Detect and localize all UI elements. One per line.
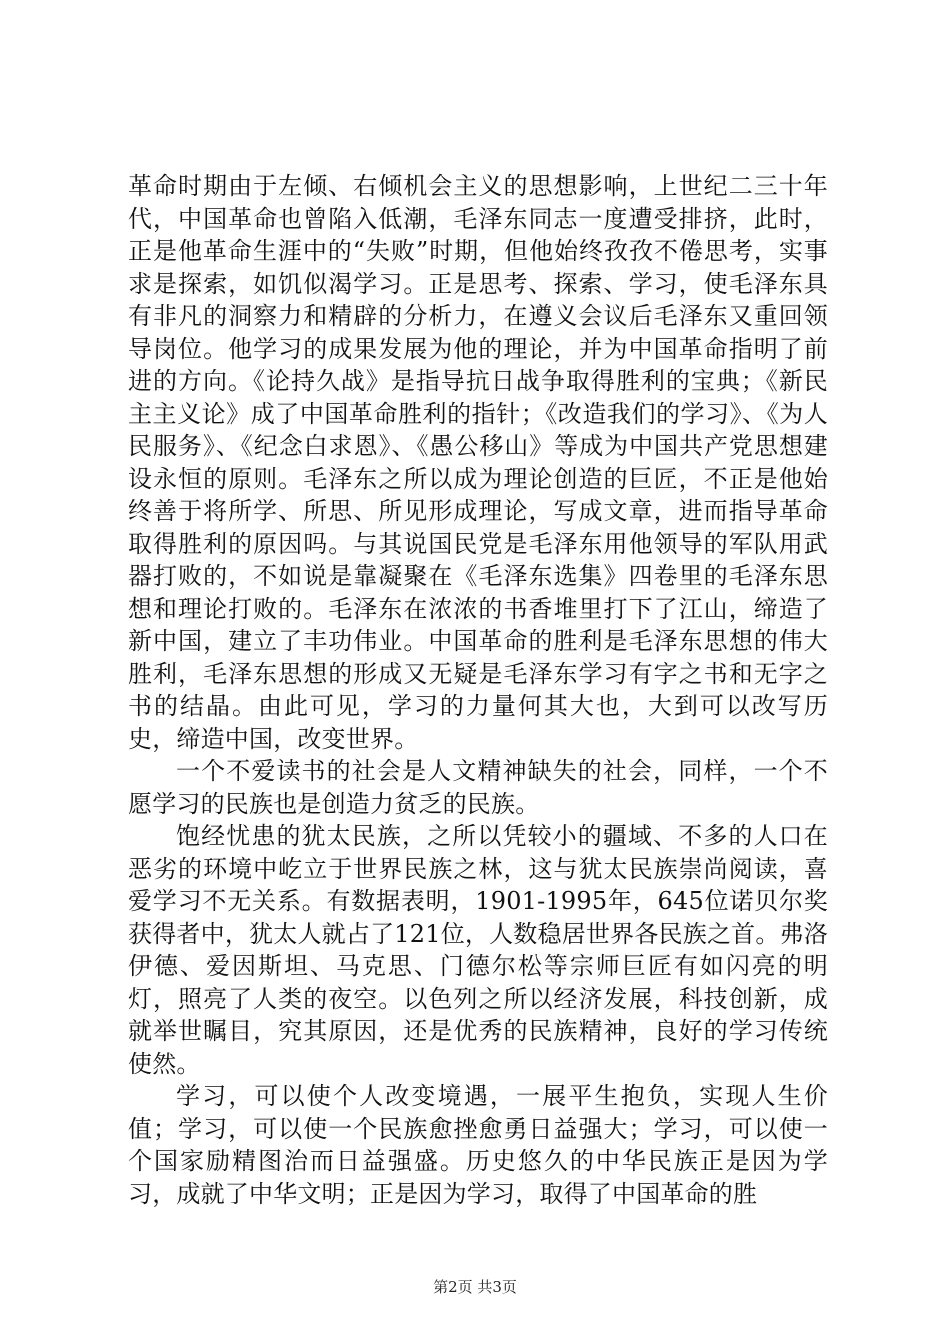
paragraph-reading-society: 一个不爱读书的社会是人文精神缺失的社会，同样，一个不愿学习的民族也是创造力贫乏的民族。	[128, 757, 828, 818]
paragraph-continuation: 革命时期由于左倾、右倾机会主义的思想影响，上世纪二三十年代，中国革命也曾陷入低潮，毛泽东同志一度遭受排挤，此时，正是他革命生涯中的“失败”时期，但他始终孜孜不倦思考，实事求是探索，如饥似渴学习。正是思考、探索、学习，使毛泽东具有非凡的洞察力和精辟的分析力，在遵义会议后毛泽东又重回领导岗位。他学习的成果发展为他的理论，并为中国革命指明了前进的方向。《论持久战》是指导抗日战争取得胜利的宝典；《新民主主义论》成了中国革命胜利的指针；《改造我们的学习》、《为人民服务》、《纪念白求恩》、《愚公移山》等成为中国共产党思想建设永恒的原则。毛泽东之所以成为理论创造的巨匠，不正是他始终善于将所学、所思、所见形成理论，写成文章，进而指导革命取得胜利的原因吗。与其说国民党是毛泽东用他领导的军队用武器打败的，不如说是靠凝聚在《毛泽东选集》四卷里的毛泽东思想和理论打败的。毛泽东在浓浓的书香堆里打下了江山，缔造了新中国，建立了丰功伟业。中国革命的胜利是毛泽东思想的伟大胜利，毛泽东思想的形成又无疑是毛泽东学习有字之书和无字之书的结晶。由此可见，学习的力量何其大也，大到可以改写历史，缔造中国，改变世界。	[128, 172, 828, 753]
paragraph-learning-power: 学习，可以使个人改变境遇，一展平生抱负，实现人生价值；学习，可以使一个民族愈挫愈勇日益强大；学习，可以使一个国家励精图治而日益强盛。历史悠久的中华民族正是因为学习，成就了中华文明；正是因为学习，取得了中国革命的胜	[128, 1082, 828, 1208]
page-footer: 第2页 共3页	[433, 1278, 517, 1296]
body-text	[128, 170, 828, 1210]
paragraph-jewish-nation: 饱经忧患的犹太民族，之所以凭较小的疆域、不多的人口在恶劣的环境中屹立于世界民族之林，这与犹太民族崇尚阅读，喜爱学习不无关系。有数据表明，1901-1995年，645位诺贝尔奖获得者中，犹太人就占了121位，人数稳居世界各民族之首。弗洛伊德、爱因斯坦、马克思、门德尔松等宗师巨匠有如闪亮的明灯，照亮了人类的夜空。以色列之所以经济发展，科技创新，成就举世瞩目，究其原因，还是优秀的民族精神，良好的学习传统使然。	[128, 822, 828, 1078]
